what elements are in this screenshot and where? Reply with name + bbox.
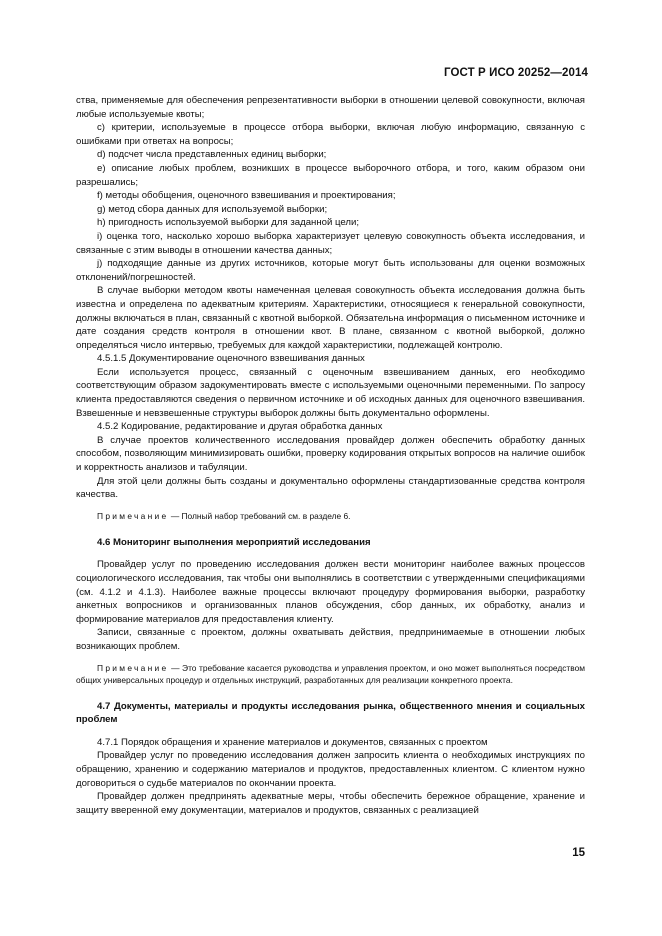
list-item-h: h) пригодность используемой выборки для заданной цели;: [97, 217, 360, 229]
paragraph: Провайдер должен предпринять адекватные меры, чтобы обеспечить бережное обращение, хранение и защиту вверенной ему документации, материалов и продуктов, связанных с реализацией: [76, 791, 585, 816]
paragraph: В случае выборки методом квоты намеченная целевая совокупность объекта исследования должна быть известна и определена по адекватным критериям. Характеристики, относящиеся к генеральной совокупности, должны включаться в план, связанный с квотной выборкой. Обязательна информация о письменном источнике и дате создания средств контроля в отношении квот. В плане, связанном с квотной выборкой, должно определяться число интервью, требуемых для каждой характеристики, подлежащей контролю.: [76, 285, 585, 351]
paragraph: ства, применяемые для обеспечения репрезентативности выборки в отношении целевой совокупности, включая любые используемые квоты;: [76, 95, 585, 120]
subsection-title: 4.5.1.5 Документирование оценочного взвешивания данных: [97, 353, 365, 365]
list-item-i: i) оценка того, насколько хорошо выборка характеризует целевую совокупность объекта исследования, и связанные с этим выводы в отношении качества данных;: [76, 230, 585, 256]
paragraph: Записи, связанные с проектом, должны охватывать действия, предпринимаемые в отношении любых возникающих проблем.: [76, 627, 585, 652]
page-number: 15: [572, 847, 585, 859]
note: [76, 662, 585, 686]
section-heading: 4.7 Документы, материалы и продукты исследования рынка, общественного мнения и социальных проблем: [76, 700, 585, 726]
paragraph: Для этой цели должны быть созданы и документально оформлены стандартизованные средства контроля качества.: [76, 475, 585, 501]
page-content: [76, 94, 585, 817]
note-text: Это требование касается руководства и управления проектом, и оно может выполняться посредством общих универсальных процедур и отдельных инструкций, разработанных для реализации конкретного проекта.: [76, 662, 586, 685]
note-label: Примечание: [97, 662, 169, 673]
note-dash: —: [171, 662, 180, 673]
note-label: Примечание: [97, 510, 169, 521]
paragraph: В случае проектов количественного исследования провайдер должен обеспечить обработку данных способом, позволяющим минимизировать ошибки, проверку кодирования открытых вопросов на наличие ошибок и корректность анализов и табуляции.: [76, 434, 585, 474]
list-item-c: c) критерии, используемые в процессе отбора выборки, включая любую информацию, связанную с ошибками при ответах на вопросы;: [76, 122, 585, 147]
section-heading: 4.6 Мониторинг выполнения мероприятий исследования: [97, 536, 371, 548]
note-dash: —: [170, 510, 180, 521]
note-text: Полный набор требований см. в разделе 6.: [181, 510, 351, 521]
document-code-header: ГОСТ Р ИСО 20252—2014: [443, 67, 588, 79]
paragraph: Провайдер услуг по проведению исследования должен запросить клиента о необходимых инструкциях по обращению, хранению и содержанию материалов и продуктов, предоставленных клиентом. С клиентом нужно договориться о судьбе материалов по окончании проекта.: [76, 750, 585, 789]
list-item-e: e) описание любых проблем, возникших в процессе выборочного отбора, и того, каким образом они разрешались;: [76, 162, 585, 188]
note: [76, 510, 585, 522]
paragraph: Провайдер услуг по проведению исследования должен вести мониторинг наиболее важных процессов социологического исследования, так чтобы они выполнялись в соответствии с утвержденными спецификациями (см. 4.1.2 и 4.1.3). Наиболее важные процессы включают процедуру формирования выборки, разработку анкетных вопросников и организованных планов обсуждения, сбор данных, их обработку, анализ и формирование материалов для предоставления клиенту.: [76, 559, 585, 625]
list-item-g: g) метод сбора данных для используемой выборки;: [97, 203, 328, 215]
paragraph: Если используется процесс, связанный с оценочным взвешиванием данных, его необходимо соответствующим образом задокументировать вместе с используемыми оценочными переменными. По запросу клиента предоставляются сведения о первичном источнике и об исходных данных для оценочного взвешивания. Взвешенные и невзвешенные структуры выборок должны быть документально оформлены.: [76, 366, 585, 419]
list-item-j: j) подходящие данные из других источников, которые могут быть использованы для оценки возможных отклонений/погрешностей.: [76, 258, 585, 283]
list-item-f: f) методы обобщения, оценочного взвешивания и проектирования;: [97, 190, 396, 202]
subsection-title: 4.5.2 Кодирование, редактирование и другая обработка данных: [97, 421, 383, 433]
list-item-d: d) подсчет числа представленных единиц выборки;: [97, 149, 327, 161]
subsection-title: 4.7.1 Порядок обращения и хранение материалов и документов, связанных с проектом: [97, 736, 488, 748]
